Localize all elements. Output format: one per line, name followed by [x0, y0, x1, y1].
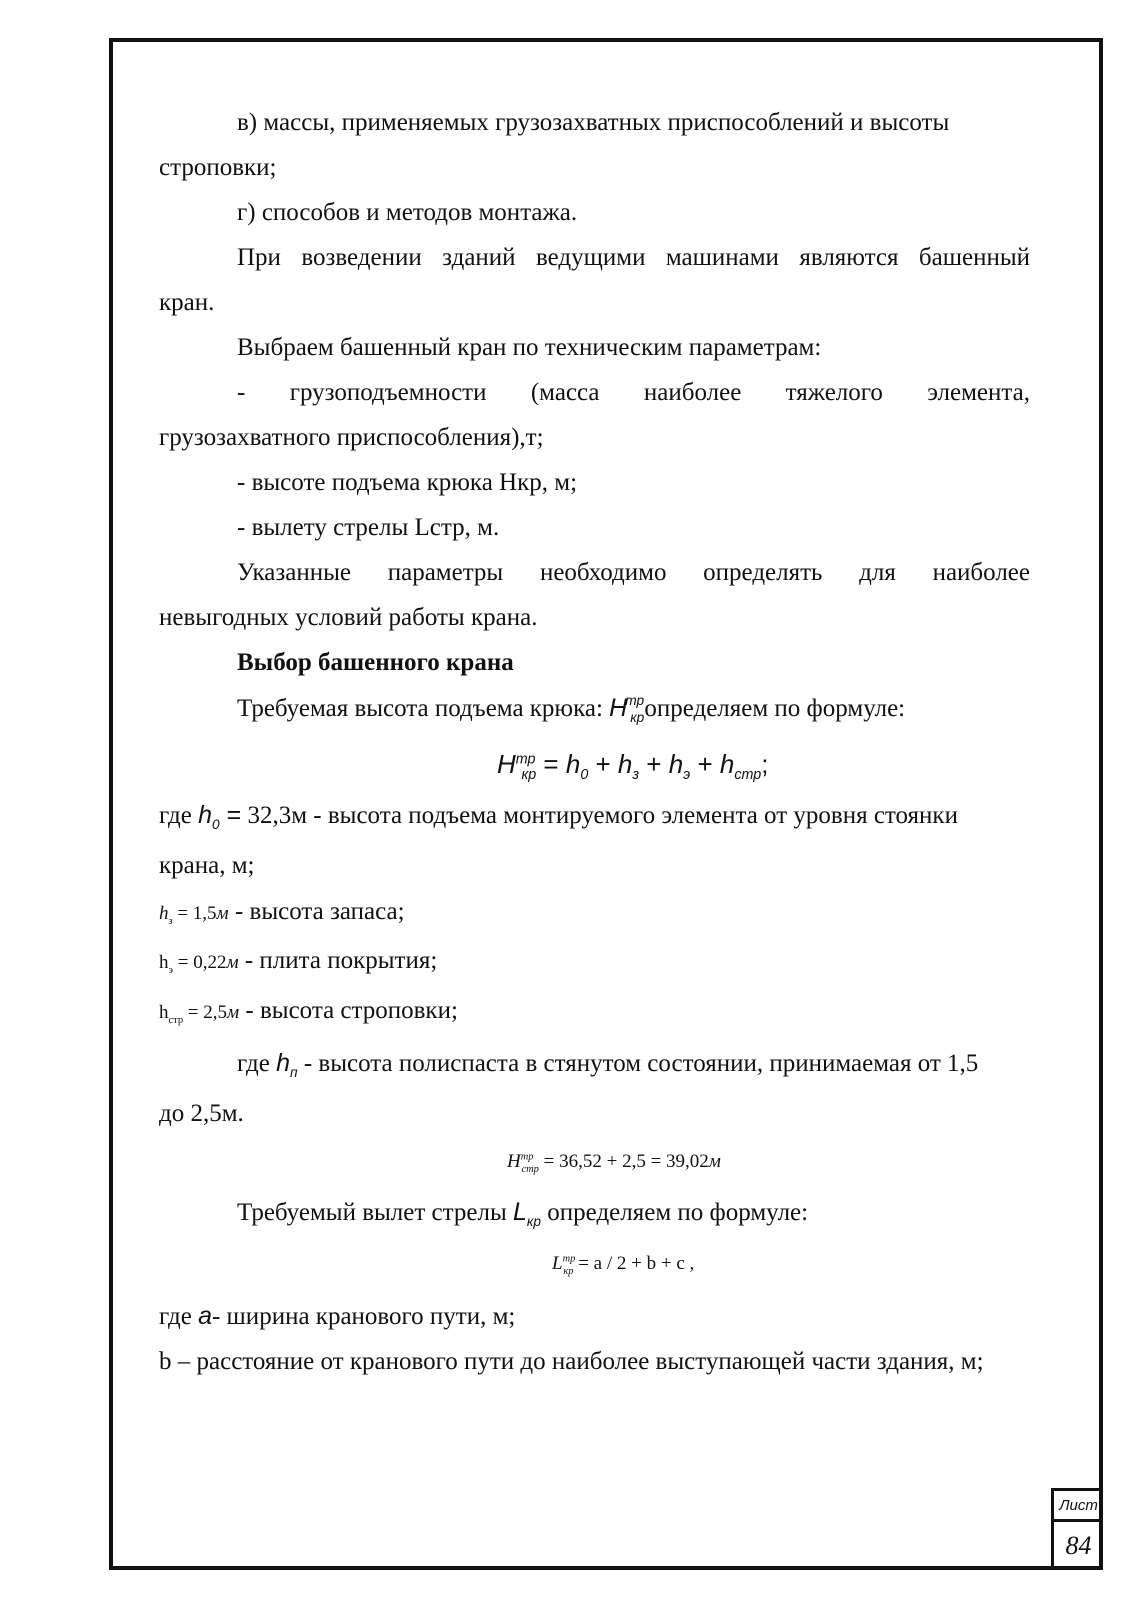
text-line: Указанные параметры необходимо определять для наиболее — [237, 559, 1030, 586]
text-line — [237, 108, 1030, 138]
text-line: строповки; — [159, 154, 277, 181]
text-line: крана, м; — [159, 852, 255, 879]
text-line — [159, 1301, 515, 1332]
formula-hook-height: $H^{тр}_{кр} = h_0 + h_з + h_э + h_{стр}$; — [497, 749, 769, 784]
line-text: - высота полиспаста в стянутом состоянии, принимаемая от 1,5 — [303, 1050, 979, 1077]
formula-a: a — [198, 1302, 212, 1330]
sheet-label: Лист — [1054, 1491, 1103, 1522]
line-text: в) массы, применяемых грузозахватных приспособлений и высоты — [237, 109, 950, 136]
text-line: b – расстояние от кранового пути до наиболее выступающей части здания, м; — [159, 1348, 984, 1375]
text-line: - высоте подъема крюка Нкр, м; — [237, 469, 578, 496]
text-line: При возведении зданий ведущими машинами являются башенный — [237, 244, 1030, 271]
line-text: Требуемая высота подъема крюка: — [237, 695, 603, 722]
line-text: где — [237, 1050, 270, 1077]
formula-he: $h_э = 0,22м$ — [159, 952, 239, 976]
formula-hp: $h_п$ — [276, 1049, 298, 1080]
line-text: Требуемый вылет стрелы — [237, 1199, 507, 1226]
formula-hstr: $h_{стр} = 2,5м$ — [159, 1002, 240, 1026]
sheet-number: 84 — [1065, 1531, 1092, 1560]
line-text: где — [159, 1303, 192, 1330]
text-line: - вылету стрелы Lстр, м. — [237, 514, 500, 541]
text-line — [159, 946, 437, 978]
line-text: - высота строповки; — [245, 997, 458, 1024]
text-line — [237, 693, 905, 724]
line-text: определяем по формуле: — [644, 695, 906, 722]
line-text: - высота запаса; — [234, 898, 405, 925]
formula-h0: $h_0$ = — [198, 801, 242, 832]
line-text: - плита покрытия; — [244, 947, 438, 974]
text-line — [159, 996, 458, 1028]
section-heading: Выбор башенного крана — [237, 649, 514, 676]
formula-calculation: $H^{тр}_{стр} = 36,52 + 2,5 = 39,02м$ — [507, 1151, 721, 1175]
formula-inline-H: $H^{тр}_{кр}$ — [609, 692, 645, 725]
formula-inline-L: $L_{кр}$ — [513, 1198, 542, 1229]
formula-h3: $h_з = 1,5м$ — [159, 903, 229, 927]
text-line: Выбраем башенный кран по техническим параметрам: — [237, 334, 822, 361]
text-line: невыгодных условий работы крана. — [159, 604, 538, 631]
text-line — [237, 1197, 808, 1228]
formula-boom-reach: $L^{тр}_{кр} = a / 2 + b + c$ , — [552, 1253, 695, 1277]
text-line: г) способов и методов монтажа. — [237, 199, 578, 226]
text-line: - грузоподъемности (масса наиболее тяжелого элемента, — [237, 379, 1030, 406]
line-text: 32,3м - высота подъема монтируемого элемента от уровня стоянки — [247, 802, 958, 829]
text-line — [237, 1048, 978, 1079]
text-line: грузозахватного приспособления),т; — [159, 424, 544, 451]
line-text: - ширина кранового пути, м; — [211, 1303, 516, 1330]
text-line: кран. — [159, 289, 215, 316]
sheet-stamp — [1051, 1488, 1103, 1570]
line-text: где — [159, 802, 192, 829]
line-text: определяем по формуле: — [547, 1199, 809, 1226]
text-line — [159, 800, 958, 831]
text-line — [159, 897, 405, 929]
text-line: до 2,5м. — [159, 1100, 244, 1127]
